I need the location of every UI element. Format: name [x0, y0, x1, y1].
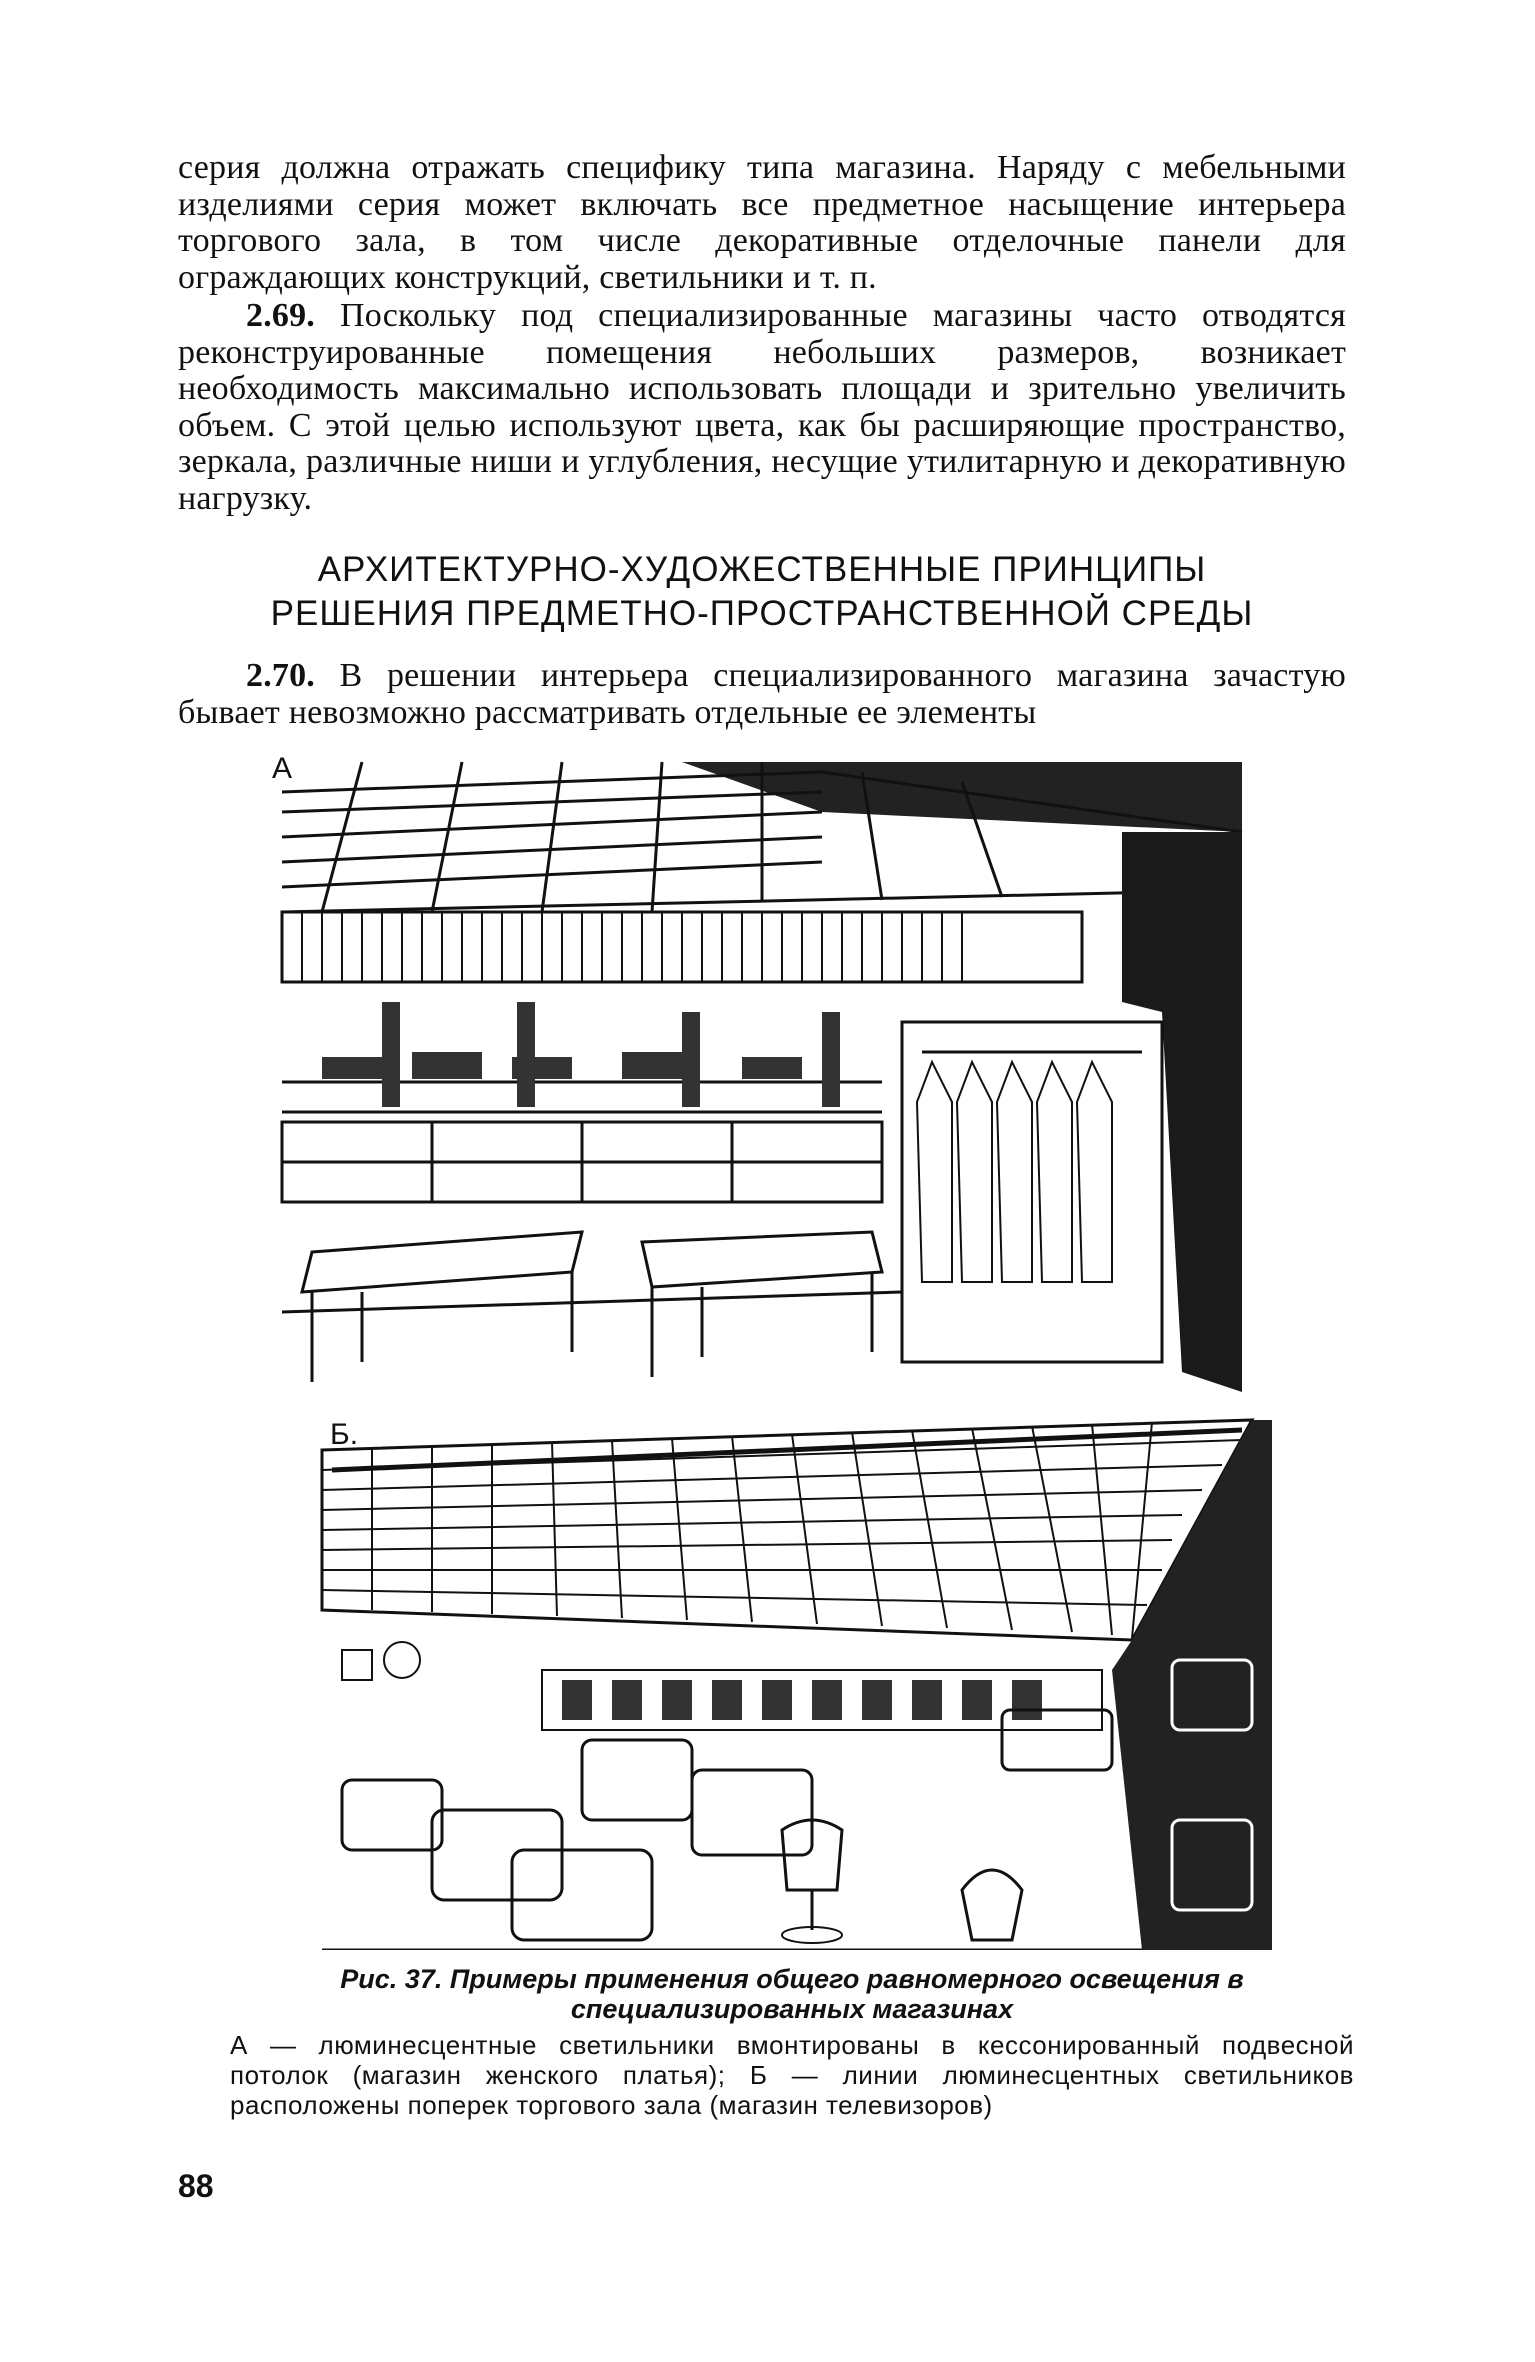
figure-b-tv-store [312, 1410, 1272, 1950]
figure-label-a: А [272, 752, 293, 785]
paragraph-text: В решении интерьера специализированного магазина зачастую бывает невозможно рассматривать отдельные ее элементы [178, 657, 1346, 731]
paragraph-2-69 [178, 298, 1346, 517]
figure-a-clothing-store [262, 752, 1262, 1392]
heading-line-2: РЕШЕНИЯ ПРЕДМЕТНО-ПРОСТРАНСТВЕННОЙ СРЕДЫ [270, 594, 1254, 633]
section-heading [178, 548, 1346, 636]
paragraph-text: Поскольку под специализированные магазины часто отводятся реконструированные помещения небольших размеров, возникает необходимость максимально использовать площади и зрительно увеличить объем. С этой целью используют цвета, как бы расширяющие пространство, зеркала, различные ниши и углубления, несущие утилитарную и декоративную нагрузку. [178, 297, 1346, 517]
figure-caption-body: А — люминесцентные светильники вмонтированы в кессонированный подвесной потолок (магазин женского платья); Б — линии люминесцентных светильников расположены поперек торгового зала (магазин телевизоров) [230, 2030, 1354, 2120]
paragraph-2-70 [178, 658, 1346, 731]
page-number: 88 [178, 2168, 214, 2204]
paragraph-continuation: серия должна отражать специфику типа магазина. Наряду с мебельными изделиями серия может включать все предметное насыщение интерьера торгового зала, в том числе декоративные отделочные панели для ограждающих конструкций, светильники и т. п. [178, 149, 1346, 296]
paragraph-number: 2.70. [246, 657, 315, 694]
figure-label-b: Б. [330, 1418, 359, 1451]
heading-line-1: АРХИТЕКТУРНО-ХУДОЖЕСТВЕННЫЕ ПРИНЦИПЫ [317, 550, 1207, 589]
paragraph-number: 2.69. [246, 297, 315, 334]
figure-caption-title: Рис. 37. Примеры применения общего равномерного освещения в специализированных магазинах [340, 1964, 1244, 2024]
